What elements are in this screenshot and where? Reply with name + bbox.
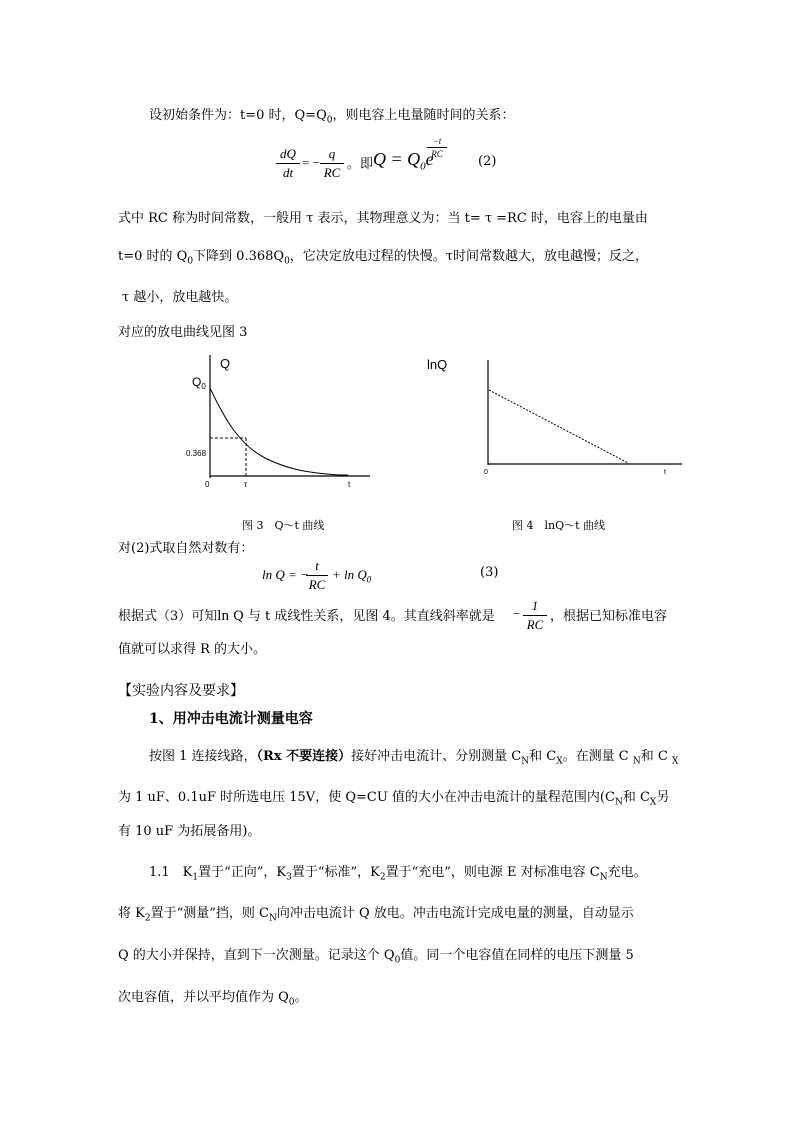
discharge-curve-intro: 对应的放电曲线见图 3 (118, 325, 248, 340)
step-1-1-line-3: Q 的大小并保持，直到下一次测量。记录这个 $Q_0$值。同一个电容值在同样的电压下测量 5 (118, 948, 634, 966)
eq3-lhs: ln Q = − (262, 567, 309, 582)
step-1-1-line-1: 1.1 $K_1$置于“正向”，$K_3$置于“标准”，$K_2$置于“充电”，则电源 E 对标准电容 $C_N$充电。 (149, 865, 647, 883)
time-constant-line-1: 式中 RC 称为时间常数，一般用 τ 表示，其物理意义为：当 t= τ =RC 时，电容上的电量由 (118, 211, 648, 226)
equals-minus: = − (302, 155, 320, 170)
fig4-y-label: lnQ (427, 357, 448, 372)
fig3-origin-label: 0 (205, 480, 210, 489)
linear-relation-line-2: 值就可以求得 R 的大小。 (118, 642, 267, 657)
wiring-line-2: 为 1 uF、0.1uF 时所选电压 15V，使 Q=CU 值的大小在冲击电流计的量程范围内($C_N$和 $C_X$另 (118, 790, 670, 808)
eq3-fraction: t RC (306, 558, 328, 593)
figure-3-q-t-curve (180, 350, 380, 490)
step-1-1-line-2: 将 $K_2$置于“测量”挡，则 $C_N$向冲击电流计 Q 放电。冲击电流计完成电量的测量，自动显示 (118, 906, 634, 924)
slope-fraction: 1 RC (523, 598, 547, 633)
slope-minus: − (512, 606, 521, 621)
wiring-line-3: 有 10 uF 为拓展备用)。 (118, 824, 261, 839)
figure-4-lnq-t-line (420, 350, 690, 480)
equation-2-label: (2) (478, 154, 497, 169)
subsection-title: 1、用冲击电流计测量电容 (149, 711, 313, 727)
time-constant-line-3: τ 越小，放电越快。 (122, 290, 238, 305)
dq-dt-fraction: dQ dt (276, 146, 300, 181)
section-title: 【实验内容及要求】 (118, 683, 244, 699)
exp-expression: $Q = Q_0e$ (373, 149, 434, 173)
figure-3-caption: 图 3 Q～t 曲线 (242, 519, 325, 532)
equation-3-label: (3) (480, 565, 499, 580)
q-rc-fraction: q RC (320, 146, 344, 181)
fig3-tau-label: τ (244, 480, 248, 489)
wiring-line-1: 按图 1 连接线路，（Rx 不要连接）接好冲击电流计、分别测量 $C_N$和 $C_X$。在测量 C $_N$和 C $_X$ (149, 749, 679, 767)
time-constant-line-2: t=0 时的 $Q_0$下降到 $0.368Q_0$，它决定放电过程的快慢。τ时间常数越大，放电越慢；反之， (118, 249, 648, 267)
linear-relation-line-1: 根据式（3）可知ln Q 与 t 成线性关系，见图 4。其直线斜率就是 (118, 608, 495, 624)
linear-relation-line-1-tail: ，根据已知标准电容 (550, 609, 668, 624)
equation-connector: 。即 (347, 157, 374, 172)
fig3-y-label: Q (220, 356, 231, 371)
fig4-x-label: t (664, 469, 666, 476)
fig3-x-label: t (348, 480, 351, 489)
fig4-line (489, 390, 628, 463)
eq3-rhs: + $\ln Q_0$ (332, 567, 372, 585)
exponent-fraction: −t RC (427, 136, 447, 159)
step-1-1-line-4: 次电容值，并以平均值作为 $Q_0$。 (118, 990, 308, 1008)
fig4-origin-label: 0 (484, 469, 488, 476)
fig3-q0-label: $Q_0$ (192, 375, 206, 391)
fig3-decay-curve (210, 388, 348, 475)
initial-condition-text: 设初始条件为：t=0 时，$Q=Q_0$，则电容上电量随时间的关系： (149, 108, 515, 126)
fig3-mark-label: 0.368 (186, 449, 207, 458)
log-intro-text: 对(2)式取自然对数有： (118, 541, 254, 556)
figure-4-caption: 图 4 lnQ～t 曲线 (512, 519, 606, 532)
